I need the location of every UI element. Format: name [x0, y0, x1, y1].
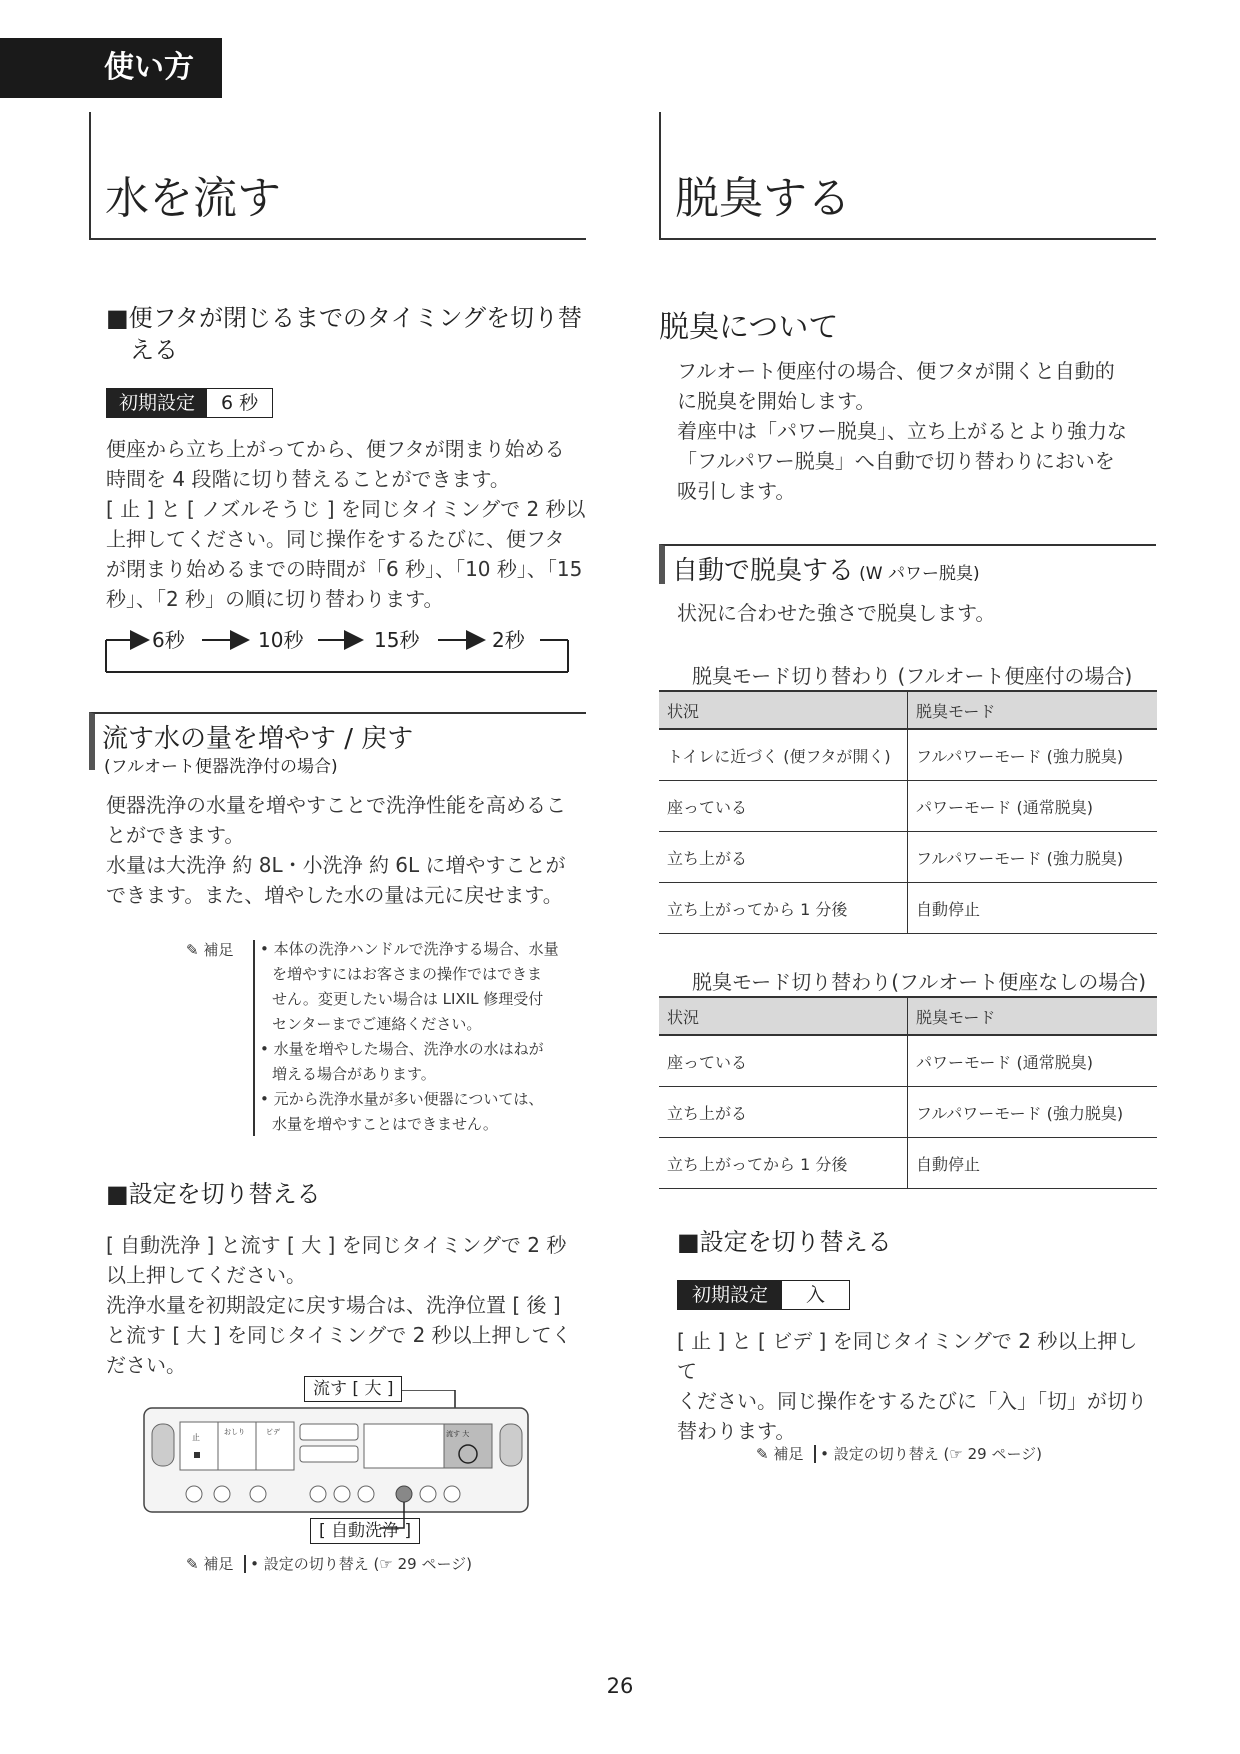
right-sec2-paragraph: 状況に合わせた強さで脱臭します。: [677, 601, 996, 625]
note-divider: [253, 940, 255, 1136]
section-title-left: [89, 112, 586, 240]
chapter-tab: 使い方: [0, 38, 222, 98]
badge-key: 初期設定: [107, 389, 207, 417]
sec2-subheading: (フルオート便器洗浄付の場合): [104, 757, 338, 777]
callout-flush-big: 流す [ 大 ]: [304, 1376, 402, 1402]
right-sec2-heading: 自動で脱臭する (W パワー脱臭): [672, 556, 980, 586]
sec1-heading: ■便フタが閉じるまでのタイミングを切り替 える: [106, 304, 583, 364]
page-title-deodorize: 脱臭する: [675, 173, 851, 224]
pencil-icon: ✎: [186, 1555, 199, 1573]
remote-oshiri-label: おしり: [224, 1428, 245, 1436]
default-setting-badge: [106, 388, 273, 418]
deodorize-table-1: 状況 脱臭モード トイレに近づく (便フタが開く) フルパワーモード (強力脱臭) 座っている パワーモード (通常脱臭) 立ち上がる フルパワーモード (強力脱臭) 立ち上がってから 1 分後 自動停止: [659, 690, 1157, 934]
table-row: 立ち上がる フルパワーモード (強力脱臭): [659, 1087, 1157, 1138]
cycle-step-4: 2秒: [492, 628, 525, 652]
sec2-note-label: ✎ 補足: [186, 938, 233, 963]
deodorize-table-2: 状況 脱臭モード 座っている パワーモード (通常脱臭) 立ち上がる フルパワーモード (強力脱臭) 立ち上がってから 1 分後 自動停止: [659, 996, 1157, 1189]
badge-value: 6 秒: [221, 392, 259, 414]
cycle-step-1: 6秒: [152, 628, 185, 652]
table2-caption: 脱臭モード切り替わり(フルオート便座なしの場合): [692, 970, 1147, 994]
sec3-heading-left: ■設定を切り替える: [106, 1180, 321, 1208]
right-sec3-heading: ■設定を切り替える: [677, 1228, 892, 1256]
table-row: 立ち上がってから 1 分後 自動停止: [659, 1138, 1157, 1189]
pencil-icon: ✎: [756, 1445, 769, 1463]
section-title-right: [659, 112, 1156, 240]
cycle-step-2: 10秒: [258, 628, 304, 652]
right-sec1-paragraph: フルオート便座付の場合、便フタが開くと自動的 に脱臭を開始します。 着座中は「パワー脱臭」、立ち上がるとより強力な 「フルパワー脱臭」へ自動で切り替わりにおいを 吸引します。: [677, 359, 1127, 503]
sec2-note-body: • 本体の洗浄ハンドルで洗浄する場合、水量 を増やすにはお客さまの操作ではできま せん。変更したい場合は LIXIL 修理受付 センターまでご連絡ください。 • 水量を増やした場合、洗浄水の水はねが 増える場合があります。 • 元から洗浄水量が多い便器については、 水量を増やすことはできません。: [260, 940, 559, 1133]
table1-caption: 脱臭モード切り替わり (フルオート便座付の場合): [692, 664, 1133, 688]
table-row: 座っている パワーモード (通常脱臭): [659, 781, 1157, 832]
right-sec3-paragraph: [ 止 ] と [ ビデ ] を同じタイミングで 2 秒以上押して ください。同じ操作をするたびに「入」「切」が切り 替わります。: [677, 1329, 1147, 1443]
right-sec1-heading: 脱臭について: [659, 310, 839, 345]
sec3-paragraph-left: [ 自動洗浄 ] と流す [ 大 ] を同じタイミングで 2 秒 以上押してください。 洗浄水量を初期設定に戻す場合は、洗浄位置 [ 後 ] と流す [ 大 ] を同じタイミングで 2 秒以上押してく ださい。: [106, 1233, 572, 1377]
table-row: 立ち上がる フルパワーモード (強力脱臭): [659, 832, 1157, 883]
page-title-water: 水を流す: [105, 173, 281, 224]
sec3-note-left: ✎ 補足 • 設定の切り替え (☞ 29 ページ): [186, 1552, 472, 1577]
pencil-icon: ✎: [186, 941, 199, 959]
default-setting-badge-right: 初期設定 入: [677, 1280, 850, 1310]
remote-bide-label: ビデ: [266, 1428, 280, 1436]
sec3-note-right: ✎ 補足 • 設定の切り替え (☞ 29 ページ): [756, 1442, 1042, 1467]
table-row: トイレに近づく (便フタが開く) フルパワーモード (強力脱臭): [659, 729, 1157, 781]
table-row: 立ち上がってから 1 分後 自動停止: [659, 883, 1157, 934]
table-row: 座っている パワーモード (通常脱臭): [659, 1035, 1157, 1087]
page-number: 26: [606, 1674, 634, 1698]
remote-flush-big-label: 流す 大: [446, 1430, 470, 1438]
sec1-paragraph: 便座から立ち上がってから、便フタが閉まり始める 時間を 4 段階に切り替えることができます。 [ 止 ] と [ ノズルそうじ ] を同じタイミングで 2 秒以 上押してください。同じ操作をするたびに、便フタ が閉まり始めるまでの時間が「6 秒」、「10 秒」、「15 秒」、「2 秒」の順に切り替わります。: [106, 437, 586, 611]
sec2-heading: 流す水の量を増やす / 戻す: [102, 724, 414, 754]
timing-cycle-diagram: [100, 622, 580, 678]
callout-auto-flush: [ 自動洗浄 ]: [310, 1518, 420, 1544]
cycle-step-3: 15秒: [374, 628, 420, 652]
sec2-paragraph: 便器洗浄の水量を増やすことで洗浄性能を高めるこ とができます。 水量は大洗浄 約 8L・小洗浄 約 6L に増やすことが できます。また、増やした水の量は元に戻せます。: [106, 793, 566, 907]
remote-stop-label: 止: [192, 1433, 200, 1442]
